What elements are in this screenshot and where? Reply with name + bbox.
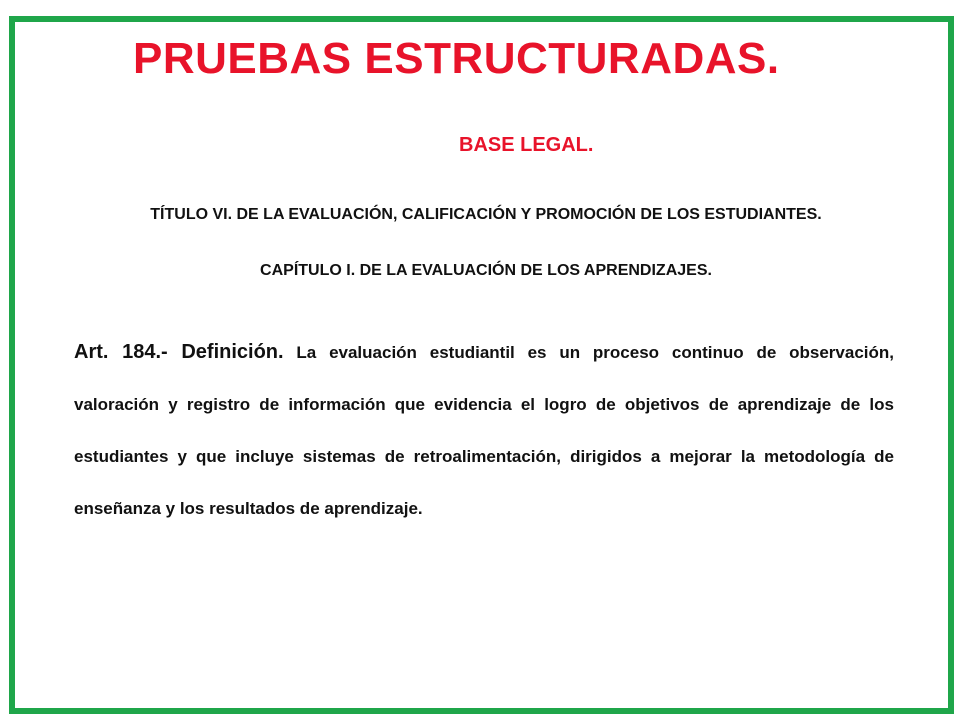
slide-subtitle: BASE LEGAL. [459, 134, 594, 156]
article-text: La evaluación estudiantil es un proceso continuo de observación, valoración y registro de información que evidencia el logro de objetivos de aprendizaje de los estudiantes y que incluye sistemas de retroalimentación, dirigidos a mejorar la metodología de enseñanza y los resultados de aprendizaje. [74, 343, 894, 518]
titulo-heading: TÍTULO VI. DE LA EVALUACIÓN, CALIFICACIÓN Y PROMOCIÓN DE LOS ESTUDIANTES. [150, 206, 822, 223]
article-label: Art. 184.- Definición. [74, 341, 284, 363]
capitulo-heading: CAPÍTULO I. DE LA EVALUACIÓN DE LOS APRENDIZAJES. [260, 262, 712, 279]
article-paragraph [74, 326, 894, 535]
slide-title: PRUEBAS ESTRUCTURADAS. [133, 34, 780, 83]
